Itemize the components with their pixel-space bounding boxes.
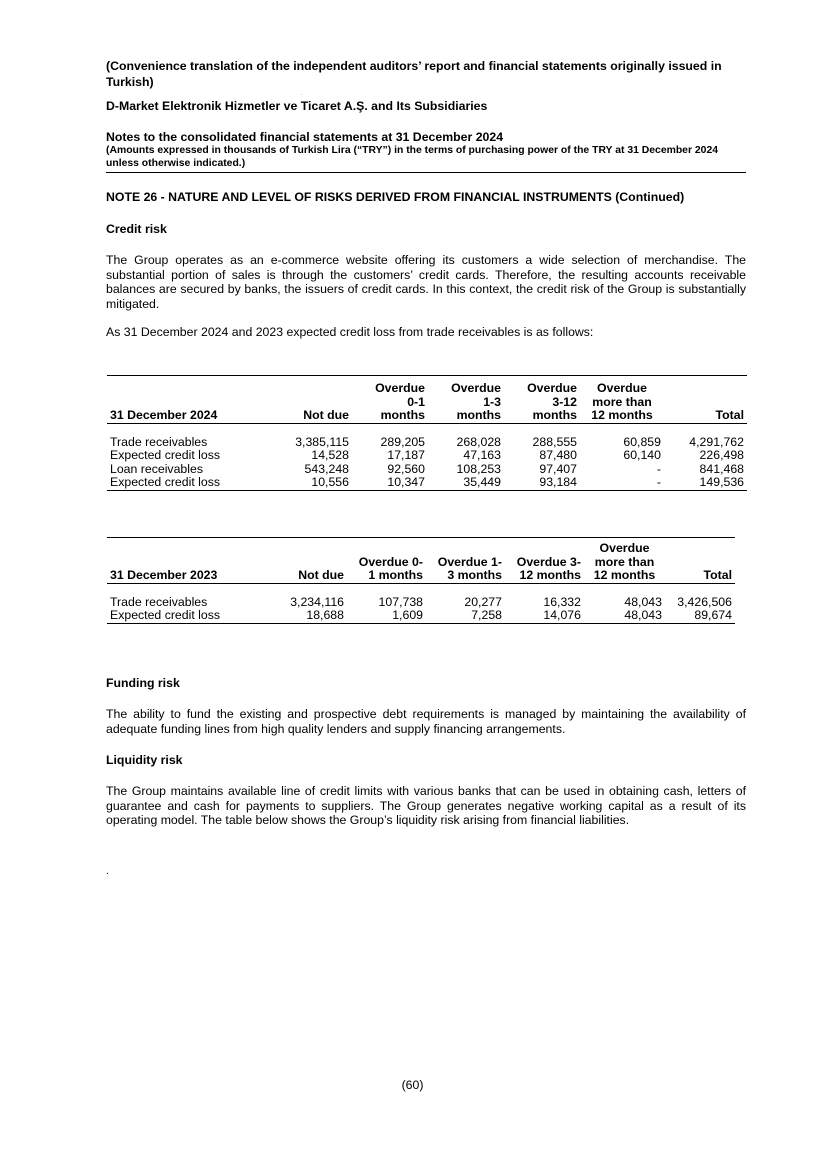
col-2023-not-due: Not due — [267, 569, 347, 583]
col-2023-total: Total — [665, 569, 735, 583]
convenience-translation-note: (Convenience translation of the independent auditors’ report and financial statements originally issued in Turkish) — [106, 59, 722, 89]
cell-overdue-3-12: 97,407 — [539, 461, 577, 476]
company-name: D-Market Elektronik Hizmetler ve Ticaret A.Ş. and Its Subsidiaries — [106, 99, 488, 113]
cell-overdue-3-12: 93,184 — [504, 476, 580, 490]
table-row — [107, 596, 735, 610]
col-overdue-1-3-line2: 1-3 — [483, 394, 501, 409]
ecl-table-2024 — [107, 375, 747, 491]
col-overdue-3-12-line1: Overdue — [527, 381, 577, 395]
cell-overdue-12plus: 60,140 — [623, 448, 661, 462]
cell-overdue-3-12: 87,480 — [539, 448, 577, 462]
note-title: NOTE 26 - NATURE AND LEVEL OF RISKS DERIVED FROM FINANCIAL INSTRUMENTS (Continued) — [106, 190, 685, 204]
col-overdue-3-12-line2: 3-12 — [552, 394, 577, 409]
cell-not-due: 10,556 — [267, 476, 352, 490]
header-rule — [106, 172, 746, 173]
row-label: Trade receivables — [110, 594, 208, 609]
cell-not-due: 18,688 — [267, 609, 347, 623]
col-2023-overdue-3-12-line1: Overdue 3- — [516, 554, 581, 569]
col-overdue-0-1-line2: 0-1 — [407, 394, 425, 409]
cell-total: 89,674 — [665, 609, 735, 623]
cell-overdue-0-1: 107,738 — [378, 594, 423, 609]
table-2024-label: 31 December 2024 — [107, 409, 267, 423]
col-2023-overdue-1-3-line2: 3 months — [426, 569, 505, 583]
cell-not-due: 543,248 — [304, 461, 349, 476]
col-total: Total — [664, 409, 747, 423]
cell-overdue-12plus: 48,043 — [624, 594, 662, 609]
col-2023-overdue-12plus-line3: 12 months — [584, 569, 665, 583]
cell-overdue-0-1: 10,347 — [352, 476, 428, 490]
row-label: Expected credit loss — [110, 448, 221, 462]
trailing-dot: . — [106, 866, 109, 877]
table-row — [107, 436, 747, 450]
col-overdue-0-1-line3: months — [352, 409, 428, 423]
liquidity-risk-paragraph: The Group maintains available line of credit limits with various banks that can be used in obtaining cash, letters of guarantee and cash for payments to suppliers. The Group generates negative working capital as a result of its operating model. The table below shows the Group’s liquidity risk arising from financial liabilities. — [106, 784, 746, 827]
ecl-intro: As 31 December 2024 and 2023 expected credit loss from trade receivables is as follows: — [106, 325, 594, 339]
cell-overdue-1-3: 7,258 — [426, 609, 505, 623]
cell-total: 4,291,762 — [689, 434, 744, 449]
cell-overdue-1-3: 47,163 — [463, 448, 501, 462]
table-2023-label: 31 December 2023 — [107, 569, 267, 583]
cell-overdue-12plus: 48,043 — [584, 609, 665, 623]
funding-risk-paragraph: The ability to fund the existing and prospective debt requirements is managed by maintaining the availability of adequate funding lines from high quality lenders and supply financing arrangements. — [106, 707, 746, 736]
credit-risk-paragraph: The Group operates as an e-commerce website offering its customers a wide selection of merchandise. The substantial portion of sales is through the customers’ credit cards. Therefore, the resulting accounts receivable balances are secured by banks, the issuers of credit cards. In this context, the credit risk of the Group is substantially mitigated. — [106, 253, 746, 311]
cell-total: 149,536 — [664, 476, 747, 490]
cell-not-due: 3,385,115 — [295, 434, 349, 449]
cell-total: 841,468 — [699, 461, 744, 476]
col-2023-overdue-12plus-line2: more than — [594, 554, 655, 569]
cell-overdue-0-1: 1,609 — [347, 609, 426, 623]
header-dot: . — [301, 91, 303, 97]
col-2023-overdue-1-3-line1: Overdue 1- — [437, 554, 502, 569]
row-label: Expected credit loss — [107, 476, 267, 490]
table-row — [107, 449, 747, 463]
cell-not-due: 14,528 — [311, 448, 349, 462]
col-overdue-1-3-line3: months — [428, 409, 504, 423]
col-overdue-1-3-line1: Overdue — [451, 381, 501, 395]
cell-total: 226,498 — [699, 448, 744, 462]
row-label: Expected credit loss — [107, 609, 267, 623]
cell-overdue-12plus: 60,859 — [623, 434, 661, 449]
cell-overdue-1-3: 108,253 — [456, 461, 501, 476]
col-overdue-3-12-line3: months — [504, 409, 580, 423]
cell-overdue-3-12: 288,555 — [532, 434, 577, 449]
ecl-table-2023 — [107, 537, 735, 624]
page-header-block — [106, 58, 746, 340]
col-overdue-12plus-line3: 12 months — [580, 409, 664, 423]
lower-section — [106, 675, 746, 828]
cell-not-due: 3,234,116 — [290, 594, 344, 609]
cell-overdue-12plus: - — [656, 461, 661, 476]
col-2023-overdue-12plus-line1: Overdue — [599, 541, 650, 555]
notes-title: Notes to the consolidated financial statements at 31 December 2024 — [106, 130, 504, 144]
table-row — [107, 476, 747, 490]
cell-overdue-0-1: 92,560 — [387, 461, 425, 476]
cell-overdue-1-3: 35,449 — [428, 476, 504, 490]
col-overdue-12plus-line2: more than — [592, 394, 652, 409]
row-label: Loan receivables — [110, 461, 203, 476]
col-overdue-12plus-line1: Overdue — [597, 381, 647, 395]
cell-overdue-12plus: - — [580, 476, 664, 490]
col-overdue-0-1-line1: Overdue — [375, 381, 425, 395]
notes-subtitle: (Amounts expressed in thousands of Turkish Lira (“TRY”) in the terms of purchasing power of the TRY at 31 December 2024 unless otherwise indicated.) — [106, 145, 719, 169]
col-2023-overdue-3-12-line2: 12 months — [505, 569, 584, 583]
cell-overdue-1-3: 20,277 — [464, 594, 502, 609]
cell-overdue-0-1: 289,205 — [380, 434, 425, 449]
credit-risk-heading: Credit risk — [106, 222, 167, 236]
cell-overdue-0-1: 17,187 — [387, 448, 425, 462]
funding-risk-heading: Funding risk — [106, 676, 180, 690]
page-number: (60) — [401, 1078, 424, 1092]
table-row — [107, 609, 735, 623]
col-2023-overdue-0-1-line1: Overdue 0- — [358, 554, 423, 569]
cell-total: 3,426,506 — [677, 594, 732, 609]
liquidity-risk-heading: Liquidity risk — [106, 753, 183, 767]
col-2023-overdue-0-1-line2: 1 months — [347, 569, 426, 583]
row-label: Trade receivables — [110, 434, 208, 449]
cell-overdue-3-12: 14,076 — [505, 609, 584, 623]
col-not-due: Not due — [267, 409, 352, 423]
cell-overdue-1-3: 268,028 — [456, 434, 501, 449]
cell-overdue-3-12: 16,332 — [543, 594, 581, 609]
table-row — [107, 463, 747, 477]
